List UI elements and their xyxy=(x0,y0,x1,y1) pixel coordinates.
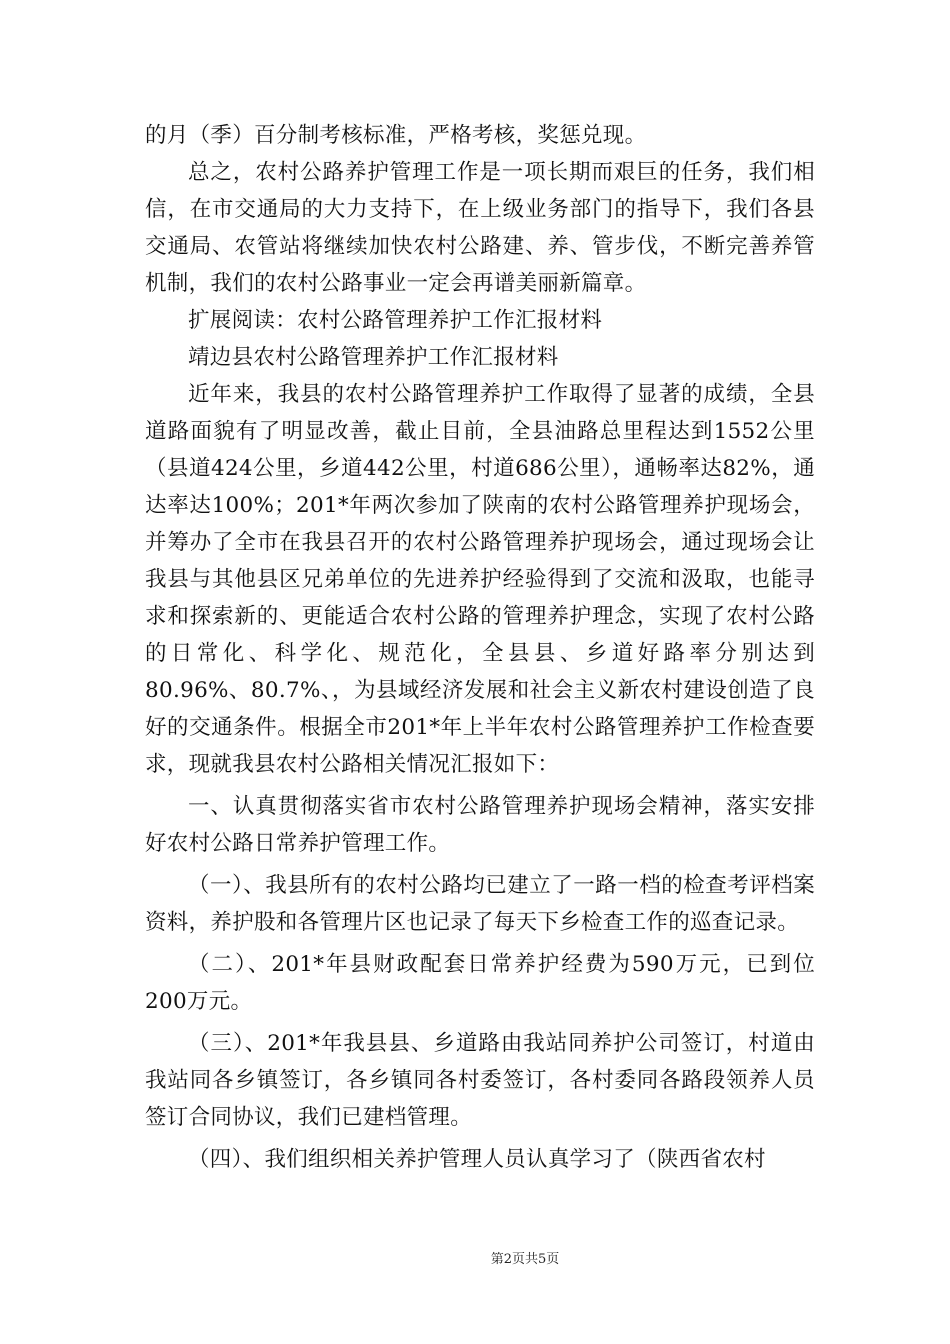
section-one-heading: 一、认真贯彻落实省市农村公路管理养护现场会精神，落实安排好农村公路日常养护管理工作。 xyxy=(145,794,815,856)
paragraph-2: 总之，农村公路养护管理工作是一项长期而艰巨的任务，我们相信，在市交通局的大力支持下，在上级业务部门的指导下，我们各县交通局、农管站将继续加快农村公路建、养、管步伐，不断完善养管机制，我们的农村公路事业一定会再谱美丽新篇章。 xyxy=(145,160,815,296)
paragraph-1: 的月（季）百分制考核标准，严格考核，奖惩兑现。 xyxy=(145,123,647,148)
item-one: （一）、我县所有的农村公路均已建立了一路一档的检查考评档案资料，养护股和各管理片区也记录了每天下乡检查工作的巡查记录。 xyxy=(145,873,815,935)
item-three: （三）、201*年我县县、乡道路由我站同养护公司签订，村道由我站同各乡镇签订，各乡镇同各村委签订，各村委同各路段领养人员签订合同协议，我们已建档管理。 xyxy=(145,1031,815,1130)
paragraph-intro: 近年来，我县的农村公路管理养护工作取得了显著的成绩，全县道路面貌有了明显改善，截止目前，全县油路总里程达到1552公里（县道424公里，乡道442公里，村道686公里），通畅率达82%，通达率达100%；201*年两次参加了陕南的农村公路管理养护现场会，并筹办了全市在我县召开的农村公路管理养护现场会，通过现场会让我县与其他县区兄弟单位的先进养护经验得到了交流和汲取，也能寻求和探索新的、更能适合农村公路的管理养护理念，实现了农村公路的日常化、科学化、规范化，全县县、乡道好路率分别达到80.96%、80.7%、，为县域经济发展和社会主义新农村建设创造了良好的交通条件。根据全市201*年上半年农村公路管理养护工作检查要求，现就我县农村公路相关情况汇报如下： xyxy=(145,382,815,777)
page-number-footer: 第2页共5页 xyxy=(490,1252,560,1267)
document-body xyxy=(145,117,815,1178)
item-four: （四）、我们组织相关养护管理人员认真学习了（陕西省农村 xyxy=(188,1147,766,1172)
extended-reading-heading: 扩展阅读：农村公路管理养护工作汇报材料 xyxy=(188,308,603,333)
report-title: 靖边县农村公路管理养护工作汇报材料 xyxy=(188,345,559,370)
item-two: （二）、201*年县财政配套日常养护经费为590万元，已到位200万元。 xyxy=(145,952,815,1014)
